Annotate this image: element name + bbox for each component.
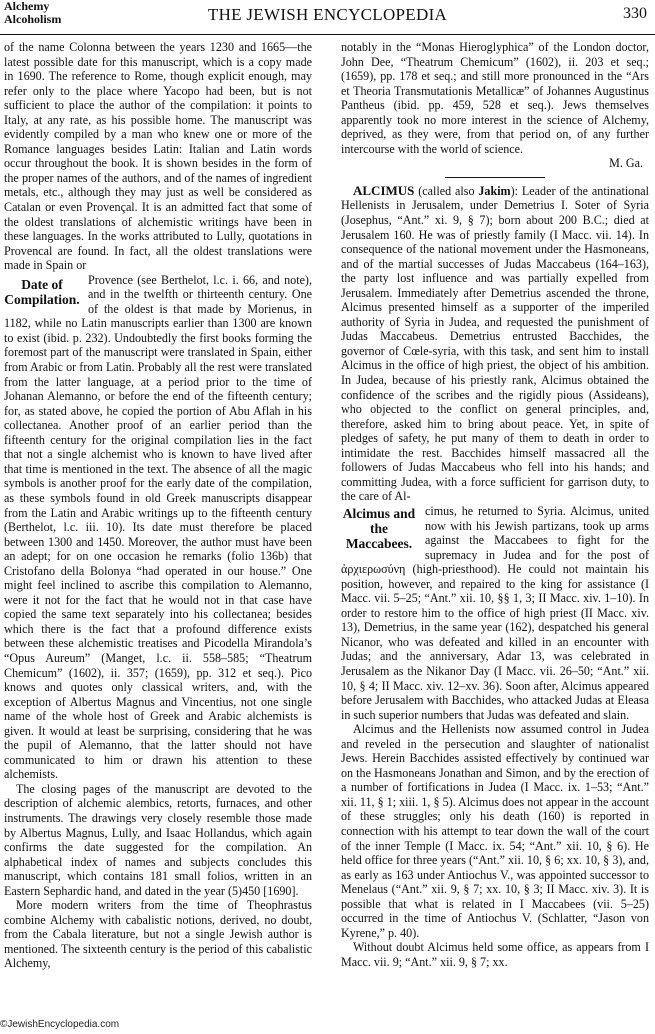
- right-paragraph-3: cimus, he returned to Syria. Alcimus, united now with his Jewish partizans, took up arms against the Maccabees to fight for the supremacy in Judea and for the post of ἀρχιερωσύνη (high-priesthood). He could not maintain his position, however, and repaired to the king for assistance (I Macc. vii. 5–25; “Ant.” xii. 10, §§ 1, 3; II Macc. xiv. 1–10). In order to restore him to the office of high priest (II Macc. xiv. 13), Demetrius, in the same year (162), despatched his general Nicanor, who was defeated and killed in an encounter with Judas; and the anniversary, Adar 13, was celebrated in Jerusalem as the Nikanor Day (I Macc. vii. 26–50; “Ant.” xii. 10, § 4; II Macc. xiv. 12–xv. 36). Soon after, Alcimus appeared before Jerusalem with Bacchides, who attacked Judas at Eleasa in such superior numbers that Judas was defeated and slain.: [341, 503, 649, 722]
- left-paragraph-4: More modern writers from the time of Theophrastus combine Alchemy with cabalistic notions, derived, no doubt, from the Cabala literature, but not a single Jewish author is mentioned. The sixteenth century is the period of this cabalistic Alchemy,: [4, 898, 312, 971]
- side-heading-date-of-compilation: Date of Compilation.: [4, 276, 80, 307]
- left-paragraph-2: Provence (see Berthelot, l.c. i. 66, and note), and in the twelfth or thirteenth century. One of the oldest is that made by Morienus, in 1182, while no Latin manuscripts earlier than 1300 are known to exist (ibid. p. 232). Undoubtedly the first books forming the foremost part of the manuscript were translated in Spain, either from Arabic or from Latin. Probably all the rest were translated from the latter language, at a period prior to the time of Johanan Alemanno, or before the end of the fifteenth century; for, as stated above, he copied the portion of Abu Aflah in his collectanea. Another proof of an earlier period than the fifteenth century for the original compilation lies in the fact that not a single alchemist who is known to have lived after that time is mentioned in the text. The absence of all the magic symbols is another proof for the early date of the compilation, as these symbols found in old Greek manuscripts disappear from the Latin and Arabic writings up to the fifteenth century (Berthelot, l.c. iii. 10). Its date must therefore be placed between 1300 and 1450. Moreover, the author must have been an adept; for on one occasion he remarks (folio 136b) that Cristofano della Bolonya “had operated in our house.” One might feel inclined to ascribe this compilation to Alemanno, were it not for the fact that he would not in that case have copied the same text separately into his collectanea; besides which there is the fact that a profound difference exists between these alchemistic treatises and Picodella Mirandola’s “Opus Aureum” (Manget, l.c. ii. 558–585; “Theatrum Chemicum” (1602), ii. 357; (1659), pp. 312 et seq.). Pico knows and quotes only classical writers, and, with the exception of Albertus Magnus and Vincentius, not one single name of the whole host of Greek and Arabic alchemists is given. It would at least be surprising, considering that he was the pupil of Alemanno, that the latter should not have communicated to him or drawn his attention to these alchemists.: [4, 272, 312, 782]
- author-signature: M. Ga.: [609, 156, 643, 171]
- running-head-first: Alchemy: [4, 0, 50, 13]
- left-paragraph-1: of the name Colonna between the years 1230 and 1665—the latest possible date for this manuscript, which is a copy made in 1690. The reference to Rome, though explicit enough, may refer only to the place where Yacopo had been, but is not sufficient to place the author of the compilation: it points to Italy, at any rate, as his possible home. The manuscript was evidently compiled by a man who knew one or more of the Romance languages besides Latin: Italian and Latin words occur throughout the book. It is shown besides in the form of the proper names of the authors, and of the names of ingredient metals, etc., although they may just as well be considered as Catalan or even Provençal. It is an admitted fact that some of the oldest translations of alchemistic writings have been in these languages. In the works attributed to Lully, quotations in Provencal are found. In fact, all the oldest translations were made in Spain or: [4, 40, 312, 273]
- right-column: [341, 40, 649, 969]
- site-watermark[interactable]: ©JewishEncyclopedia.com: [0, 1019, 120, 1030]
- right-paragraph-4: Alcimus and the Hellenists now assumed control in Judea and reveled in the persecution and slaughter of nationalist Jews. Herein Bacchides assisted effectively by continued war on the Hasmoneans Jonathan and Simon, and by the erection of a number of fortifications in Judea (I Macc. ix. 1–53; “Ant.” xii. 11, § 1; xiii. 1, § 5). Alcimus does not appear in the account of these struggles; only his death (160) is reported in connection with his attempt to tear down the wall of the court of the inner Temple (I Macc. ix. 54; “Ant.” xii. 10, § 6). He held office for three years (“Ant.” xii. 10, § 6; xx. 10, § 3), and, as early as 163 under Antiochus V., was appointed successor to Menelaus (“Ant.” xii. 9, § 7; xx. 10, § 3; II Macc. xiv. 3). It is possible that what is related in I Maccabees (vii. 5–25) occurred in the time of Antiochus V. (Schlatter, “Jason von Kyrene,” p. 40).: [341, 722, 649, 940]
- journal-title: THE JEWISH ENCYCLOPEDIA: [207, 5, 448, 24]
- page-number: 330: [623, 5, 647, 22]
- entry-aka-prefix: (called also: [414, 183, 479, 198]
- running-head-last: Alcoholism: [4, 12, 62, 26]
- left-paragraph-3: The closing pages of the manuscript are devoted to the description of alchemic alembics, retorts, furnaces, and other instruments. The drawings very closely resemble those made by Albertus Magnus, Lully, and Isaac Hollandus, which again confirms the date suggested for the compilation. An alphabetical index of names and subjects concludes this manuscript, which contains 181 small folios, written in an Eastern Sephardic hand, and dated in the year (5)450 [1690].: [4, 781, 312, 898]
- right-paragraph-1: notably in the “Monas Hieroglyphica” of the London doctor, John Dee, “Theatrum Chemicum” (1602), ii. 203 et seq.; (1659), pp. 178 et seq.; and still more pronounced in the “Ars et Theoria Transmutationis Metallicæ” of Johannes Augustinus Pantheus (ibid. pp. 459, 528 et seq.). Jews themselves apparently took no more interest in the science of Alchemy, deprived, as they were, from that period on, of any further intercourse with the world of science.: [341, 40, 649, 156]
- right-paragraph-2: Leader of the antinational Hellenists in Jerusalem, under Demetrius I. Soter of Syria (Josephus, “Ant.” xi. 9, § 7); born about 200 B.C.; died at Jerusalem 160. He was of priestly family (I Macc. vii. 14). In consequence of the national movement under the Hasmoneans, and of the martial successes of Judas Maccabeus (164–163), the party lost influence and was partially expelled from Jerusalem. Immediately after Demetrius ascended the throne, Alcimus presented himself as a supporter of the imperiled authority of Syria in Judea, and requested the punishment of Judas Maccabeus. Demetrius entrusted Bacchides, the governor of Cœle-syria, with this task, and sent him to install Alcimus in the office of high priest, the object of his ambition. In Judea, because of his priestly rank, Alcimus obtained the confidence of the scribes and the rigidly pious (Assideans), who objected to the conflict on general principles, and, therefore, asked him to bring about peace. Yet, in spite of pledges of safety, he put many of them to death in order to intimidate the rest. Bacchides himself massacred all the followers of Judas Maccabeus who fell into his hands; and committing Judea, with a force sufficient for garrison duty, to the care of Al-: [341, 183, 649, 504]
- entry-divider: [445, 177, 545, 178]
- entry-aka-name: Jakim: [478, 183, 511, 198]
- entry-headword: ALCIMUS: [353, 182, 415, 198]
- right-paragraph-5: Without doubt Alcimus held some office, as appears from I Macc. vii. 9; “Ant.” xii. 9, § 7; xx.: [341, 940, 649, 969]
- entry-alcimus-intro: [341, 184, 649, 504]
- page-header: [0, 0, 655, 35]
- entry-aka-suffix: ):: [510, 183, 522, 198]
- left-column: [4, 40, 312, 971]
- side-heading-alcimus-and-maccabees: Alcimus and the Maccabees.: [342, 505, 416, 551]
